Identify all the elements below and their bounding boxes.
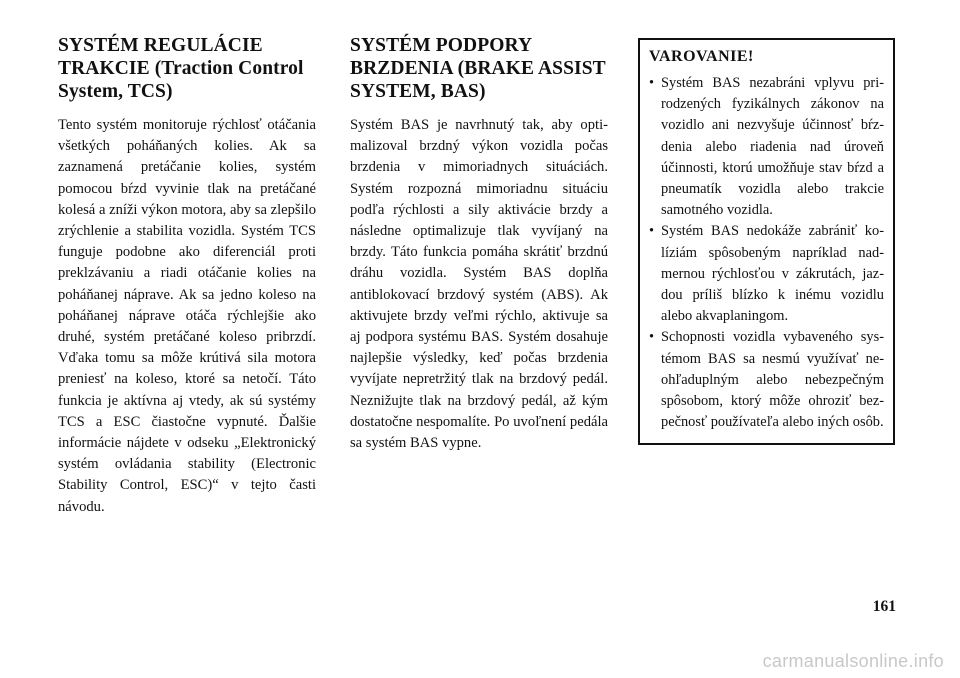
section-body-tcs: Tento systém monitoruje rýchlosť otáčania všetkých poháňaných kolies. Ak sa zaznamená pretáčanie kolies, systém pomocou bŕzd vyvinie tlak na pretáčané kolesá a zníži výkon motora, aby sa zlepšilo zrýchlenie a stabilita vozidla. Systém TCS funguje podobne ako diferenciál proti preklzávaniu a riadi otáčanie kolies na poháňanej náprave. Ak sa jedno koleso na poháňanej náprave otáča rýchlejšie ako druhé, systém pretáčané koleso pribrzdí. Vďaka tomu sa môže krútivá sila motora preniesť na koleso, ktoré sa netočí. Táto funkcia je aktívna aj vtedy, ak sú systémy TCS a ESC čiastočne vypnuté. Ďalšie informácie nájdete v odseku „Elektronický systém ovládania stability (Electronic Stability Control, ESC)“ v tejto časti návodu. xyxy=(58,117,316,515)
warning-item xyxy=(649,221,884,327)
section-heading-tcs: SYSTÉM REGULÁCIE TRAKCIE (Traction Control System, TCS) xyxy=(58,35,304,102)
column-warning xyxy=(638,38,895,445)
warning-item-text: Systém BAS nezabráni vplyvu prirodzených fyzikálnych zákonov na vozidlo ani nezvyšuje účinnosť bŕzdenia alebo riadenia nad úroveň účinnosti, ktorú umožňuje stav bŕzd a pneumatík vozidla alebo trakcie samotného vozidla. xyxy=(661,75,884,219)
warning-list xyxy=(649,73,884,433)
column-bas xyxy=(350,34,608,454)
bullet-icon: • xyxy=(649,329,655,346)
warning-title: VAROVANIE! xyxy=(649,48,754,65)
warning-box xyxy=(638,38,895,445)
bullet-icon: • xyxy=(649,223,655,240)
warning-item-text: Schopnosti vozidla vybaveného systémom BAS sa nesmú využívať neohľaduplným alebo nebezpečným spôsobom, ktorý môže ohroziť bezpečnosť používateľa alebo iných osôb. xyxy=(661,329,884,431)
warning-item xyxy=(649,327,884,433)
watermark: carmanualsonline.info xyxy=(762,651,944,671)
warning-item-text: Systém BAS nedokáže zabrániť kolíziám spôsobeným napríklad nadmernou rýchlosťou v zákrutách, jazdou príliš blízko k inému vozidlu alebo akvaplaningom. xyxy=(661,223,884,325)
column-tcs xyxy=(58,34,316,518)
section-heading-bas: SYSTÉM PODPORY BRZDENIA (BRAKE ASSIST SYSTEM, BAS) xyxy=(350,35,606,102)
section-body-bas: Systém BAS je navrhnutý tak, aby optimalizoval brzdný výkon vozidla počas brzdenia v mimoriadnych situáciách. Systém rozpozná mimoriadnu situáciu podľa rýchlosti a sily aktivácie brzdy a následne optimalizuje tlak vyvíjaný na brzdy. Táto funkcia pomáha skrátiť brzdnú dráhu vozidla. Systém BAS doplňa antiblokovací brzdový systém (ABS). Ak aktivujete brzdy veľmi rýchlo, aktivuje sa aj podpora systému BAS. Systém dosahuje najlepšie výsledky, keď počas brzdenia vyvíjate nepretržitý tlak na brzdový pedál. Neznižujte tlak na brzdový pedál, až kým dostatočne nespomalíte. Po uvoľnení pedála sa systém BAS vypne. xyxy=(350,117,608,452)
page-number: 161 xyxy=(872,598,896,615)
bullet-icon: • xyxy=(649,75,655,91)
warning-item xyxy=(649,73,884,221)
